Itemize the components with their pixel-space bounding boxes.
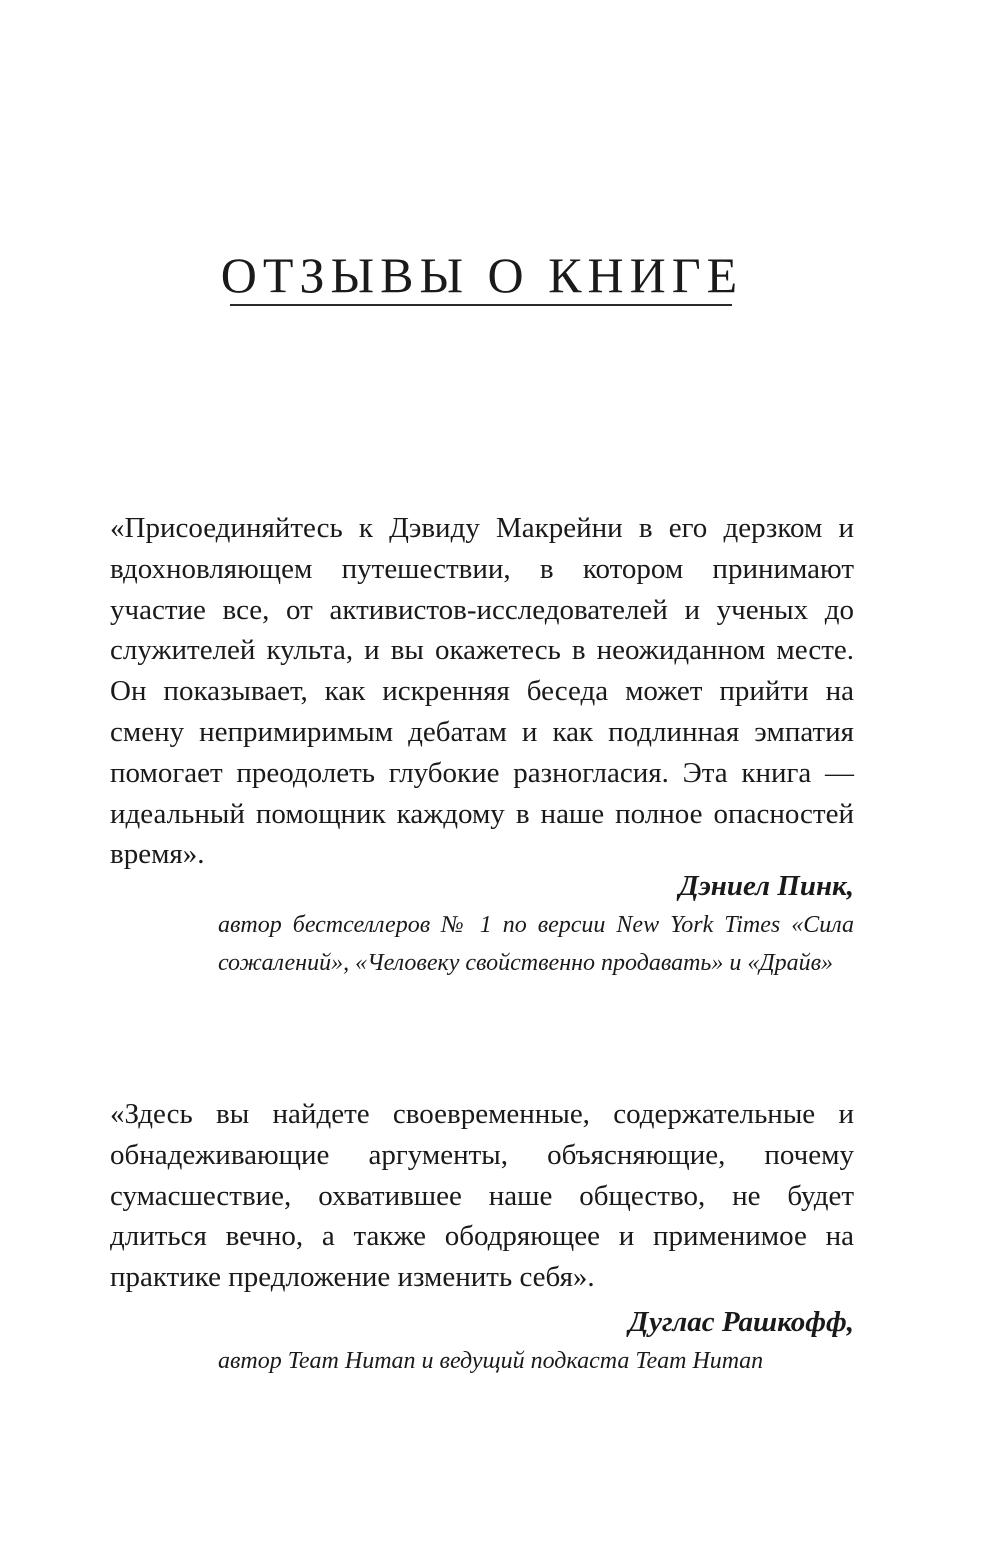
title-divider <box>230 304 732 306</box>
page-title: ОТЗЫВЫ О КНИГЕ <box>220 246 744 303</box>
review-author: Дэниел Пинк, <box>678 870 854 902</box>
review-quote: «Здесь вы найдете своевременные, содержательные и обнадеживающие аргументы, объясняющие, почему сумасшествие, охватившее наше общество, не будет длиться вечно, а также ободряющее и применимое на практике предложение изменить себя». <box>110 1098 854 1294</box>
review-author-credentials: автор Team Human и ведущий подкаста Team Human <box>218 1348 764 1374</box>
review-author: Дуглас Рашкофф, <box>628 1306 854 1338</box>
review-quote: «Присоединяйтесь к Дэвиду Макрейни в его дерзком и вдохновляющем путешествии, в котором принимают участие все, от активистов-исследователей и ученых до служителей культа, и вы окажетесь в неожиданном месте. Он показывает, как искренняя беседа может прийти на смену непримиримым дебатам и как подлинная эмпатия помогает преодолеть глубокие разногласия. Эта книга — идеальный помощник каждому в наше полное опасностей время». <box>110 512 854 871</box>
review-author-credentials: автор бестселлеров № 1 по версии New York Times «Сила сожалений», «Человеку свойственно продавать» и «Драйв» <box>218 912 854 976</box>
